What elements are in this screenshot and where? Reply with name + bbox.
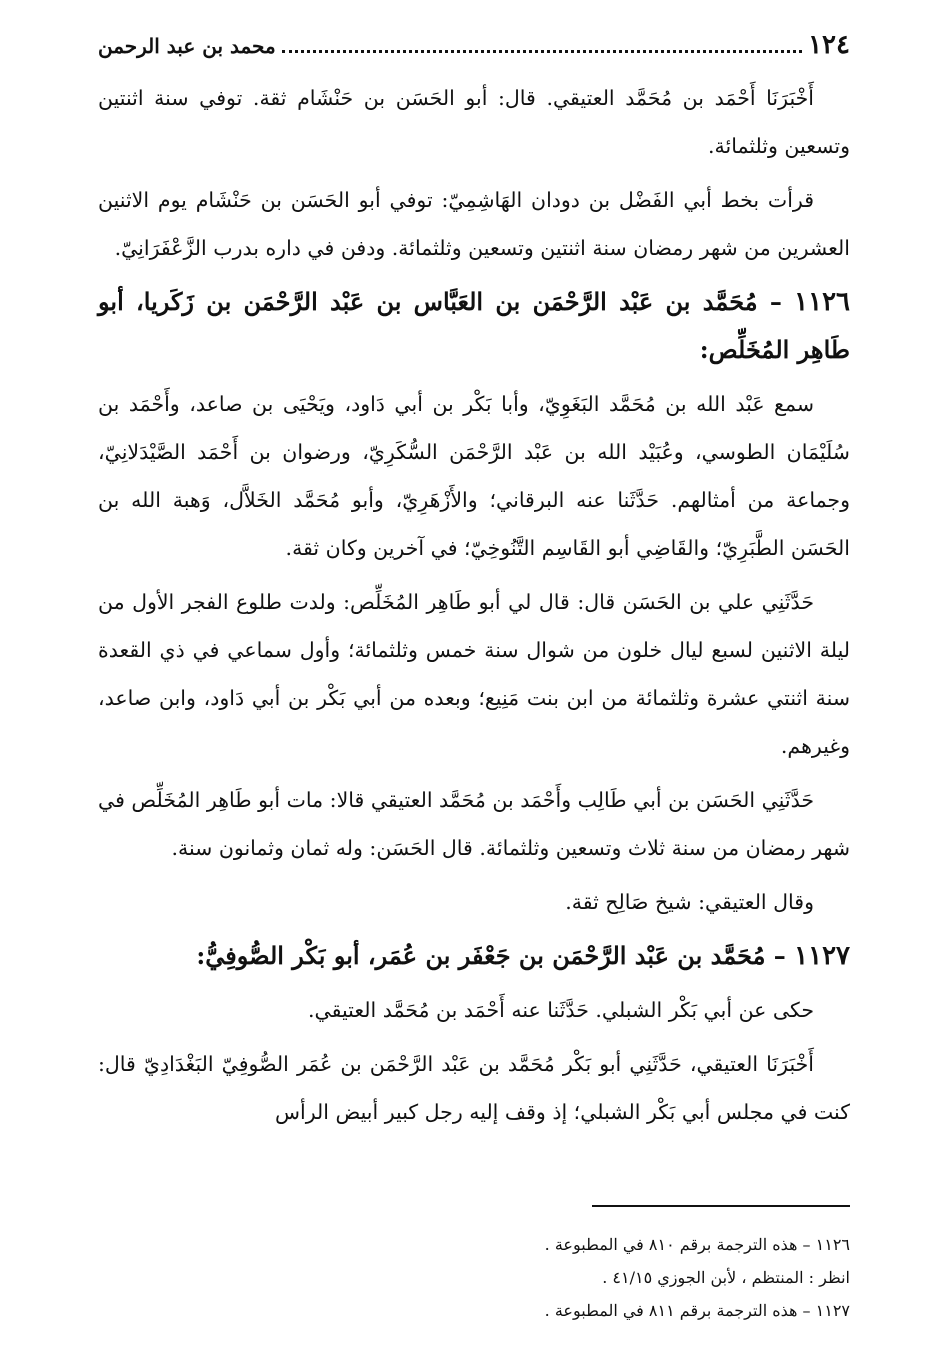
- footnotes: [300, 1228, 850, 1327]
- footnote: ١١٢٦ – هذه الترجمة برقم ٨١٠ في المطبوعة .: [544, 1235, 850, 1254]
- footnote-separator: [592, 1205, 850, 1207]
- paragraph: حَدَّثَنِي علي بن الحَسَن قال: قال لي أبو طَاهِر المُخَلِّص: ولدت طلوع الفجر الأول من ليلة الاثنين لسبع ليال خلون من شوال سنة خمس وثلثمائة؛ وأول سماعي في ذي القعدة سنة اثنتي عشرة وثلثمائة من ابن بنت مَنِيع؛ وبعده من أبي بَكْر بن أبي دَاود، وابن صاعد، وغيرهم.: [98, 590, 850, 758]
- header-dot-leader: [282, 32, 802, 53]
- biography-heading: [98, 278, 850, 374]
- paragraph: أَخْبَرَنَا أَحْمَد بن مُحَمَّد العتيقي. قال: أبو الحَسَن بن حَنْشَام ثقة. توفي سنة اثنتين وتسعين وثلثمائة.: [98, 86, 850, 158]
- biography-heading: [98, 932, 850, 980]
- page-number: ١٢٤: [808, 30, 850, 60]
- paragraph: قرأت بخط أبي الفَضْل بن دودان الهَاشِمِيّ: توفي أبو الحَسَن بن حَنْشَام يوم الاثنين العشرين من شهر رمضان سنة اثنتين وتسعين وثلثمائة. ودفن في داره بدرب الزَّعْفَرَانِيّ.: [98, 188, 850, 260]
- entry-title: – مُحَمَّد بن عَبْد الرَّحْمَن بن العَبَّاس بن عَبْد الرَّحْمَن بن زَكَريا، أبو طَاهِر المُخَلِّص:: [98, 287, 850, 364]
- footnote: ١١٢٧ – هذه الترجمة برقم ٨١١ في المطبوعة .: [544, 1301, 850, 1320]
- main-text: [98, 74, 850, 1142]
- paragraph: أَخْبَرَنَا العتيقي، حَدَّثَنِي أبو بَكْر مُحَمَّد بن عَبْد الرَّحْمَن بن عُمَر الصُّوفِيّ البَغْدَادِيّ قال: كنت في مجلس أبي بَكْر الشبلي؛ إذ وقف إليه رجل كبير أبيض الرأس: [98, 1052, 850, 1124]
- page-header: [98, 30, 850, 70]
- paragraph: سمع عَبْد الله بن مُحَمَّد البَغَوِيّ، وأبا بَكْر بن أبي دَاود، ويَحْيَى بن صاعد، وأَحْمَد بن سُلَيْمَان الطوسي، وعُبَيْد الله بن عَبْد الرَّحْمَن السُّكَرِيّ، ورضوان بن أَحْمَد الصَّيْدَلانِيّ، وجماعة من أمثالهم. حَدَّثَنا عنه البرقاني؛ والأَزْهَرِيّ، وأبو مُحَمَّد الخَلاَّل، وَهبة الله بن الحَسَن الطَّبَرِيّ؛ والقَاضِي أبو القَاسِم التَّنُوخِيّ؛ في آخرين وكان ثقة.: [98, 392, 850, 560]
- paragraph: حَدَّثَنِي الحَسَن بن أبي طَالِب وأَحْمَد بن مُحَمَّد العتيقي قالا: مات أبو طَاهِر المُخَلِّص في شهر رمضان من سنة ثلاث وتسعين وثلثمائة. قال الحَسَن: وله ثمان وثمانون سنة.: [98, 788, 850, 860]
- running-title: محمد بن عبد الرحمن: [98, 34, 276, 58]
- entry-title: – مُحَمَّد بن عَبْد الرَّحْمَن بن جَعْفَر بن عُمَر، أبو بَكْر الصُّوفِيُّ:: [196, 941, 795, 970]
- paragraph: وقال العتيقي: شيخ صَالِح ثقة.: [565, 890, 814, 914]
- entry-number: ١١٢٦: [794, 287, 850, 317]
- paragraph: حكى عن أبي بَكْر الشبلي. حَدَّثَنا عنه أَحْمَد بن مُحَمَّد العتيقي.: [308, 998, 814, 1022]
- footnote: انظر : المنتظم ، لأبن الجوزي ٤١/١٥ .: [602, 1268, 850, 1287]
- entry-number: ١١٢٧: [794, 941, 850, 971]
